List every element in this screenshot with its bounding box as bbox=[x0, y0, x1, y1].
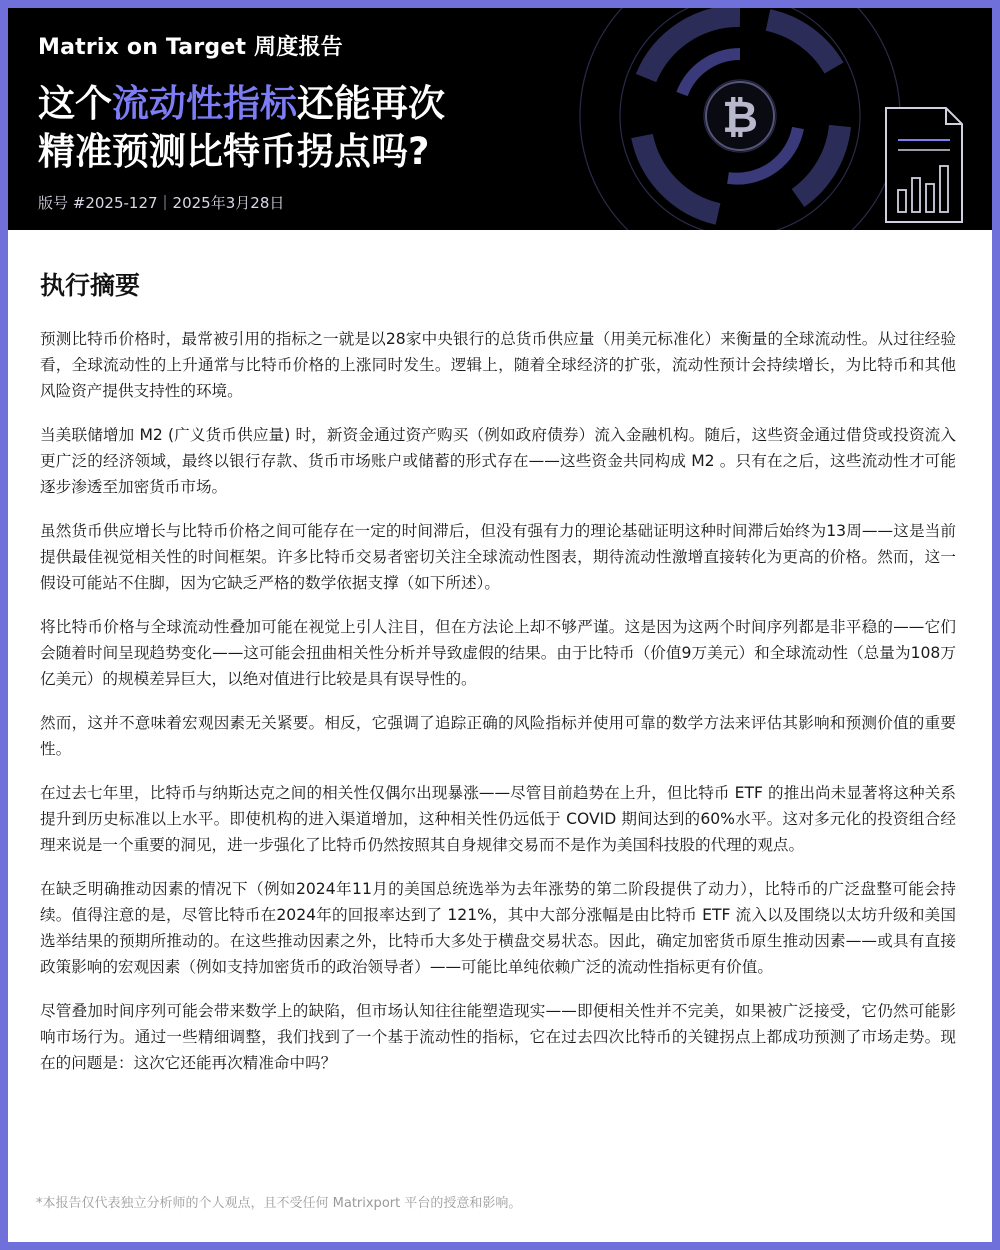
paragraph: 尽管叠加时间序列可能会带来数学上的缺陷，但市场认知往往能塑造现实——即便相关性并不完美，如果被广泛接受，它仍然可能影响市场行为。通过一些精细调整，我们找到了一个基于流动性的指标，它在过去四次比特币的关键拐点上都成功预测了市场走势。现在的问题是：这次它还能再次精准命中吗？ bbox=[40, 1002, 956, 1072]
report-title bbox=[38, 80, 598, 176]
report-header bbox=[8, 8, 992, 230]
paragraph: 然而，这并不意味着宏观因素无关紧要。相反，它强调了追踪正确的风险指标并使用可靠的数学方法来评估其影响和预测价值的重要性。 bbox=[40, 714, 956, 758]
svg-text:₿: ₿ bbox=[722, 92, 758, 143]
section-title: 执行摘要 bbox=[40, 271, 141, 300]
paragraph: 预测比特币价格时，最常被引用的指标之一就是以28家中央银行的总货币供应量（用美元标准化）来衡量的全球流动性。从过往经验看，全球流动性的上升通常与比特币价格的上涨同时发生。逻辑上，随着全球经济的扩张，流动性预计会持续增长，为比特币和其他风险资产提供支持性的环境。 bbox=[40, 330, 956, 400]
disclaimer: *本报告仅代表独立分析师的个人观点，且不受任何 Matrixport 平台的授意和影响。 bbox=[36, 1196, 522, 1211]
report-page bbox=[8, 8, 992, 1242]
paragraph: 将比特币价格与全球流动性叠加可能在视觉上引人注目，但在方法论上却不够严谨。这是因为这两个时间序列都是非平稳的——它们会随着时间呈现趋势变化——这可能会扭曲相关性分析并导致虚假的结果。由于比特币（价值9万美元）和全球流动性（总量为108万亿美元）的规模差异巨大，以绝对值进行比较是具有误导性的。 bbox=[40, 618, 956, 688]
paragraph: 当美联储增加 M2 (广义货币供应量) 时，新资金通过资产购买（例如政府债券）流入金融机构。随后，这些资金通过借贷或投资流入更广泛的经济领域，最终以银行存款、货币市场账户或储蓄的形式存在——这些资金共同构成 M2 。只有在之后，这些流动性才可能逐步渗透至加密货币市场。 bbox=[40, 426, 956, 496]
bitcoin-icon bbox=[706, 82, 774, 150]
paragraph: 虽然货币供应增长与比特币价格之间可能存在一定的时间滞后，但没有强有力的理论基础证明这种时间滞后始终为13周——这是当前提供最佳视觉相关性的时间框架。许多比特币交易者密切关注全球流动性图表，期待流动性激增直接转化为更高的价格。然而，这一假设可能站不住脚，因为它缺乏严格的数学依据支撑（如下所述）。 bbox=[40, 522, 956, 592]
title-highlight: 流动性指标 bbox=[112, 82, 297, 125]
report-chart-icon bbox=[886, 108, 962, 222]
issue-info: 版号 #2025-127｜2025年3月28日 bbox=[38, 194, 285, 212]
paragraph: 在过去七年里，比特币与纳斯达克之间的相关性仅偶尔出现暴涨——尽管目前趋势在上升，但比特币 ETF 的推出尚未显著将这种关系提升到历史标准以上水平。即使机构的进入渠道增加，这种相关性仍远低于 COVID 期间达到的60%水平。这对多元化的投资组合经理来说是一个重要的洞见，进一步强化了比特币仍然按照其自身规律交易而不是作为美国科技股的代理的观点。 bbox=[40, 784, 956, 854]
title-line1-pre: 这个 bbox=[38, 82, 112, 125]
report-content bbox=[40, 266, 956, 1094]
title-line2: 精准预测比特币拐点吗? bbox=[38, 130, 430, 173]
title-line1-post: 还能再次 bbox=[297, 82, 445, 125]
paragraph: 在缺乏明确推动因素的情况下（例如2024年11月的美国总统选举为去年涨势的第二阶段提供了动力），比特币的广泛盘整可能会持续。值得注意的是，尽管比特币在2024年的回报率达到了 121%，其中大部分涨幅是由比特币 ETF 流入以及围绕以太坊升级和美国选举结果的预期所推动的。在这些推动因素之外，比特币大多处于横盘交易状态。因此，确定加密货币原生推动因素——或具有直接政策影响的宏观因素（例如支持加密货币的政治领导者）——可能比单纯依赖广泛的流动性指标更有价值。 bbox=[40, 880, 956, 976]
header-decoration bbox=[568, 8, 992, 230]
report-brand: Matrix on Target 周度报告 bbox=[38, 35, 343, 60]
